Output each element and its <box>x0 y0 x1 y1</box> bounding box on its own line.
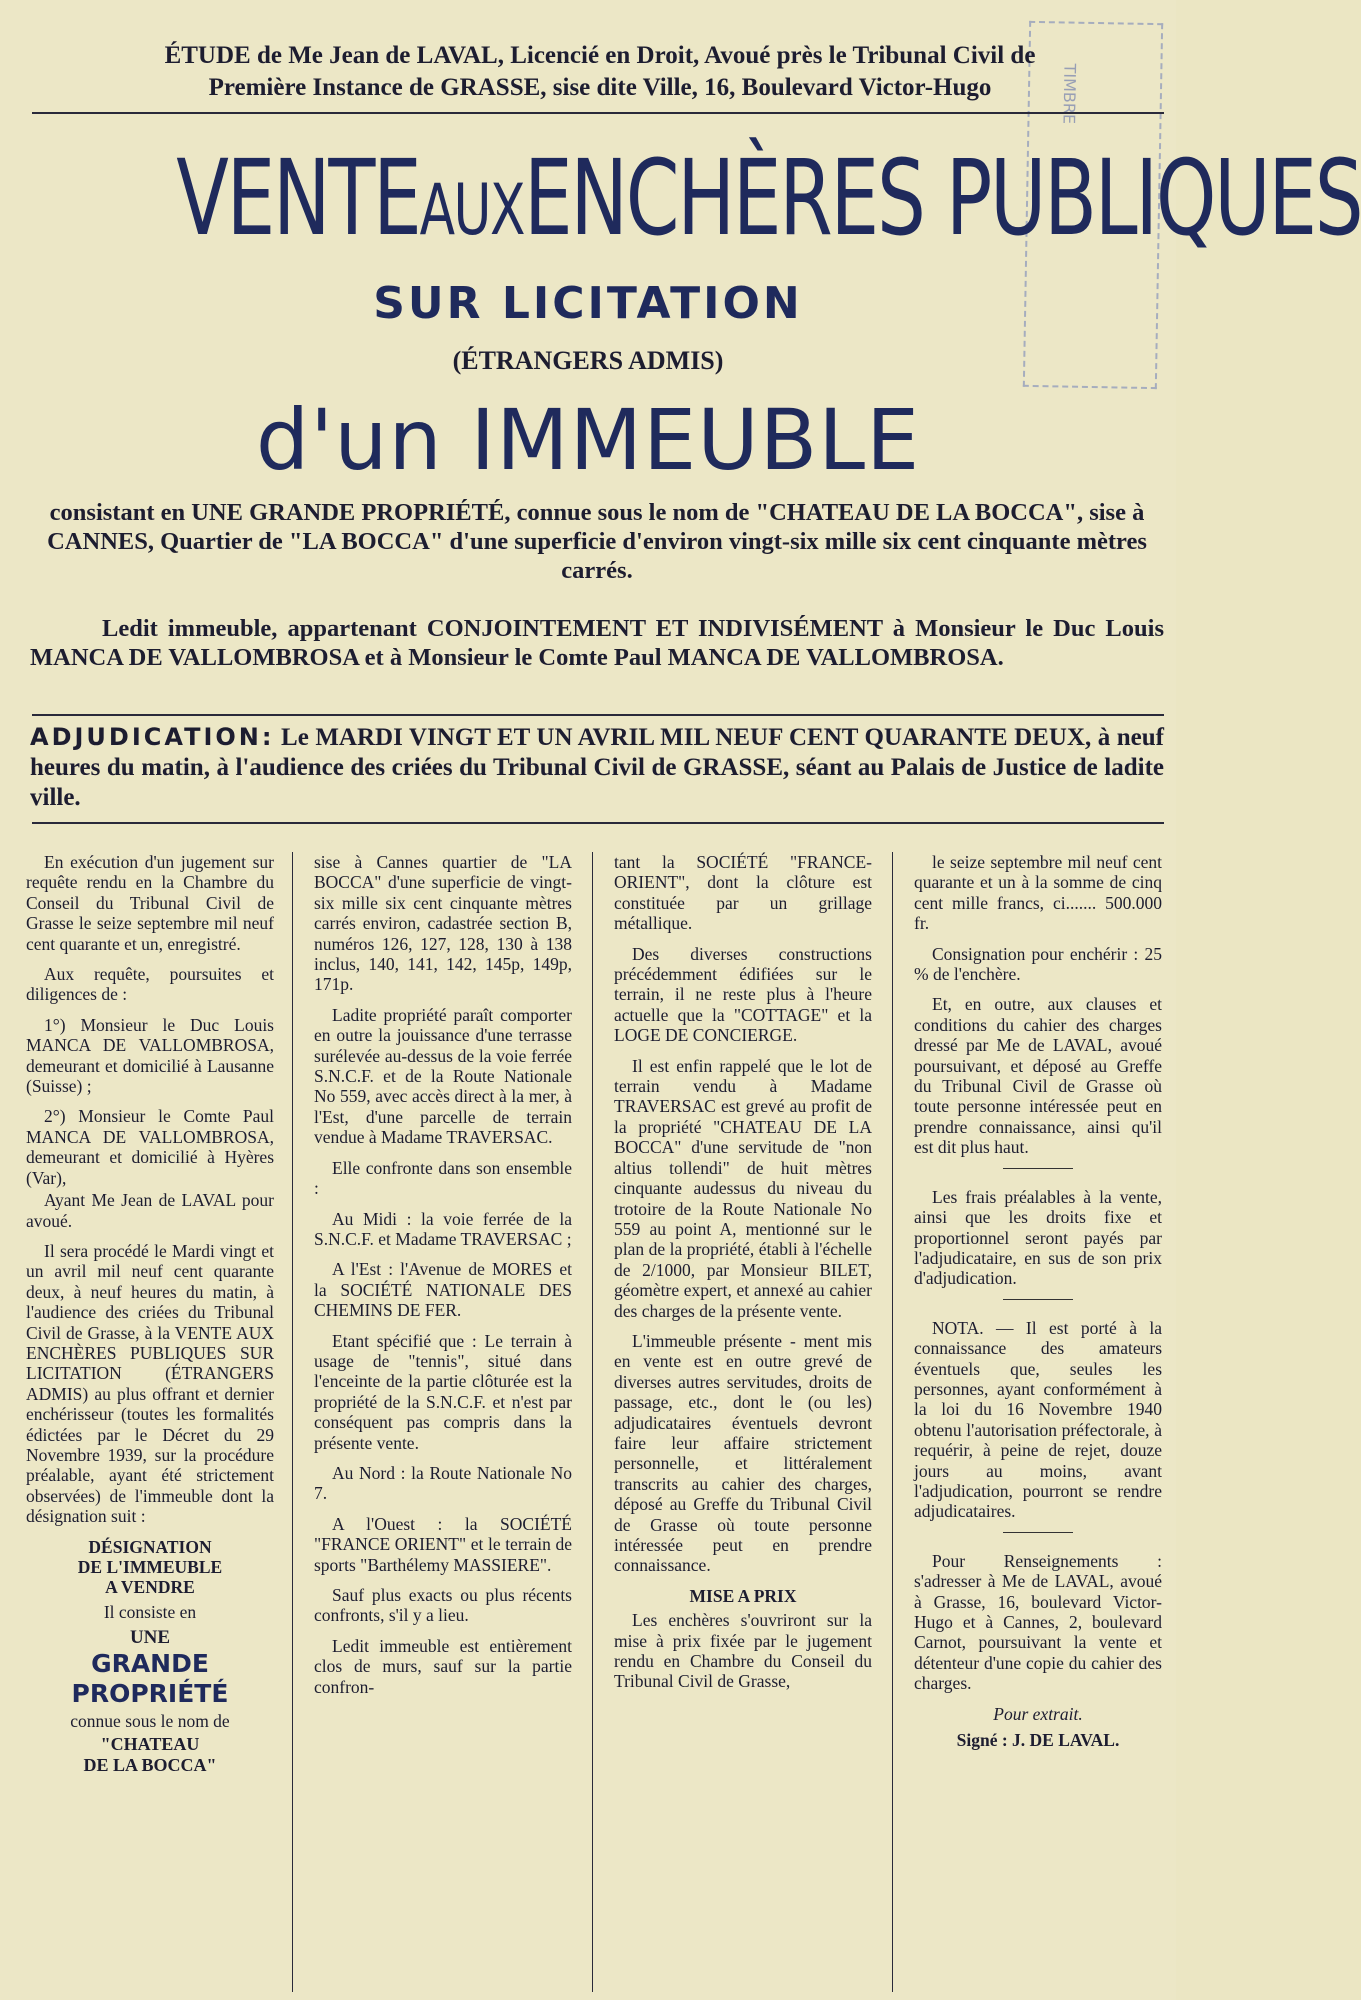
rule-above-adjudication <box>32 714 1164 716</box>
title-vente: VENTE <box>176 137 420 259</box>
col1-p4: 2°) Monsieur le Comte Paul MANCA DE VALLOMBROSA, demeurant et domicilié à Hyères (Var), <box>26 1106 274 1188</box>
adjudication-paragraph <box>30 722 1164 813</box>
header-rule <box>32 112 1164 114</box>
col2-p6: Etant spécifié que : Le terrain à usage de "tennis", situé dans l'enceinte de la partie clôturée est la propriété de la S.N.C.F. et n'est par conséquent pas compris dans la présente vente. <box>314 1330 572 1453</box>
column-1 <box>26 852 274 1776</box>
col2-p7: Au Nord : la Route Nationale No 7. <box>314 1462 572 1504</box>
col1-p8: connue sous le nom de <box>70 1711 230 1732</box>
title-encheres: ENCHÈRES PUBLIQUES <box>523 137 1361 259</box>
stamp-text: TIMBRE <box>1059 63 1080 125</box>
col2-p8: A l'Ouest : la SOCIÉTÉ "FRANCE ORIENT" et le terrain de sports "Barthélemy MASSIERE". <box>314 1513 572 1575</box>
col1-bocca: DE LA BOCCA" <box>83 1754 217 1775</box>
col3-p4: L'immeuble présente - ment mis en vente est en outre grevé de diverses autres servitudes, droits de passage, etc., dont le (ou les) adjudicataires éventuels devront faire leur affaire strictement personnelle, et littéralement transcrits au cahier des charges, déposé au Greffe du Tribunal Civil de Grasse où toute personne intéressée peut en prendre connaissance. <box>614 1330 872 1576</box>
col1-p1: En exécution d'un jugement sur requête rendu en la Chambre du Conseil du Tribunal Civil de Grasse le seize septembre mil neuf cent quarante et un, enregistré. <box>26 852 274 954</box>
col1-p3: 1°) Monsieur le Duc Louis MANCA DE VALLOMBROSA, demeurant et domicilié à Lausanne (Suisse) ; <box>26 1014 274 1097</box>
col4-p6: Pour Renseignements : s'adresser à Me de LAVAL, avoué à Grasse, 16, boulevard Victor-Hugo et à Cannes, 2, boulevard Carnot, poursuivant la vente et détenteur d'une copie du cahier des charges. <box>914 1550 1162 1694</box>
col1-propriete: PROPRIÉTÉ <box>71 1679 229 1709</box>
column-divider-2 <box>592 852 593 1992</box>
col2-p3: Elle confronte dans son ensemble : <box>314 1157 572 1199</box>
col4-separator-1 <box>1003 1168 1073 1169</box>
column-divider-1 <box>292 852 293 1992</box>
subtitle-etrangers: (ÉTRANGERS ADMIS) <box>452 346 724 375</box>
col3-p1: tant la SOCIÉTÉ "FRANCE-ORIENT", dont la clôture est constituée par un grillage métallique. <box>614 852 872 934</box>
col4-separator-2 <box>1003 1299 1073 1300</box>
col1-grande: GRANDE <box>91 1649 209 1679</box>
col3-heading-mise-a-prix: MISE A PRIX <box>689 1585 797 1606</box>
col4-p7: Pour extrait. <box>993 1703 1083 1724</box>
column-3 <box>614 852 872 1702</box>
col2-p4: Au Midi : la voie ferrée de la S.N.C.F. et Madame TRAVERSAC ; <box>314 1208 572 1249</box>
owners-paragraph: Ledit immeuble, appartenant CONJOINTEMENT ET INDIVISÉMENT à Monsieur le Duc Louis MANCA DE VALLOMBROSA et à Monsieur le Comte Paul MANCA DE VALLOMBROSA. <box>30 615 1164 671</box>
main-title <box>176 137 1361 270</box>
col2-p5: A l'Est : l'Avenue de MORES et la SOCIÉTÉ NATIONALE DES CHEMINS DE FER. <box>314 1259 572 1321</box>
col4-p4: Les frais préalables à la vente, ainsi que les droits fixe et proportionnel seront payés par l'adjudicataire, en sus de son prix d'adjudication. <box>914 1186 1162 1289</box>
col1-heading-1: DÉSIGNATION <box>88 1536 212 1557</box>
col2-p10: Ledit immeuble est entièrement clos de murs, sauf sur la partie confron- <box>314 1635 572 1697</box>
header-line-2: Première Instance de GRASSE, sise dite Ville, 16, Boulevard Victor-Hugo <box>208 74 992 101</box>
col3-p3: Il est enfin rappelé que le lot de terrain vendu à Madame TRAVERSAC est grevé au profit de la propriété "CHATEAU DE LA BOCCA" d'une servitude de "non altius tollendi" de huit mètres cinquante audessus du niveau du trotoire de la Route Nationale No 559 au point A, mentionné sur le plan de la propriété, établi à l'échelle de 2/1000, par Monsieur BILET, géomètre expert, et annexé au cahier des charges de la présente vente. <box>614 1055 872 1321</box>
column-2 <box>314 852 572 1707</box>
header-line-1: ÉTUDE de Me Jean de LAVAL, Licencié en Droit, Avoué près le Tribunal Civil de <box>164 42 1036 69</box>
col3-p5: Les enchères s'ouvriront sur la mise à prix fixée par le jugement rendu en Chambre du Conseil du Tribunal Civil de Grasse, <box>614 1610 872 1692</box>
col4-p1: le seize septembre mil neuf cent quarante et un à la somme de cinq cent mille francs, ci....... 500.000 fr. <box>914 852 1162 934</box>
col1-p6: Il sera procédé le Mardi vingt et un avril mil neuf cent quarante deux, à neuf heures du matin, à l'audience des criées du Tribunal Civil de Grasse, à la VENTE AUX ENCHÈRES PUBLIQUES SUR LICITATION (ÉTRANGERS ADMIS) au plus offrant et dernier enchérisseur (toutes les formalités édictées par le Décret du 29 Novembre 1939, sur la procédure préalable, ayant été strictement observées) de l'immeuble dont la désignation suit : <box>26 1240 274 1527</box>
col1-une: UNE <box>129 1627 171 1649</box>
rule-below-adjudication <box>32 822 1164 824</box>
col1-p7: Il consiste en <box>103 1601 197 1622</box>
col4-p5: NOTA. — Il est porté à la connaissance des amateurs éventuels que, seules les personnes, ayant conformément à la loi du 16 Novembre 1940 obtenu l'autorisation préfectorale, à requérir, à peine de rejet, douze jours au moins, avant l'adjudication, pourront se rendre adjudicataires. <box>914 1317 1162 1522</box>
col4-signature: Signé : J. DE LAVAL. <box>956 1730 1120 1751</box>
adjudication-text: Le MARDI VINGT ET UN AVRIL MIL NEUF CENT QUARANTE DEUX, à neuf heures du matin, à l'audience des criées du Tribunal Civil de GRASSE, séant au Palais de Justice de ladite ville. <box>30 724 1165 811</box>
immeuble-title: d'un IMMEUBLE <box>255 391 921 489</box>
col1-chateau: "CHATEAU <box>100 1733 200 1754</box>
column-4 <box>914 852 1162 1760</box>
col2-p1: sise à Cannes quartier de "LA BOCCA" d'une superficie de vingt-six mille six cent cinquante mètres carrés environ, cadastrée section B, numéros 126, 127, 128, 130 à 138 inclus, 140, 141, 142, 145p, 149p, 171p. <box>314 852 572 995</box>
col1-p5: Ayant Me Jean de LAVAL pour avoué. <box>26 1190 274 1231</box>
col3-p2: Des diverses constructions précédemment édifiées sur le terrain, il ne reste plus à l'heure actuelle que la "COTTAGE" et la LOGE DE CONCIERGE. <box>614 943 872 1046</box>
study-header <box>30 40 1170 104</box>
col4-p2: Consignation pour enchérir : 25 % de l'enchère. <box>914 943 1162 985</box>
adjudication-label: ADJUDICATION: <box>30 723 275 751</box>
col4-p3: Et, en outre, aux clauses et conditions du cahier des charges dressé par Me de LAVAL, avoué poursuivant, et déposé au Greffe du Tribunal Civil de Grasse où toute personne intéressée peut en prendre connaissance, ainsi qu'il est dit plus haut. <box>914 994 1162 1158</box>
col1-heading-2: DE L'IMMEUBLE <box>77 1557 223 1577</box>
column-divider-3 <box>892 852 893 1992</box>
intro-paragraph: consistant en UNE GRANDE PROPRIÉTÉ, connue sous le nom de "CHATEAU DE LA BOCCA", sise à CANNES, Quartier de "LA BOCCA" d'une superficie d'environ vingt-six mille six cent cinquante mètres carrés. <box>47 499 1147 584</box>
subtitle-licitation: SUR LICITATION <box>373 278 803 329</box>
col2-p2: Ladite propriété paraît comporter en outre la jouissance d'une terrasse surélevée au-dessus de la voie ferrée S.N.C.F. et de la Route Nationale No 559, avec accès direct à la mer, à l'Est, d'une parcelle de terrain vendue à Madame TRAVERSAC. <box>314 1004 572 1148</box>
col1-heading-3: A VENDRE <box>105 1577 195 1598</box>
col1-p2: Aux requête, poursuites et diligences de : <box>26 964 274 1005</box>
col2-p9: Sauf plus exacts ou plus récents confronts, s'il y a lieu. <box>314 1585 572 1626</box>
col4-separator-3 <box>1003 1532 1073 1533</box>
title-aux: AUX <box>419 169 524 251</box>
